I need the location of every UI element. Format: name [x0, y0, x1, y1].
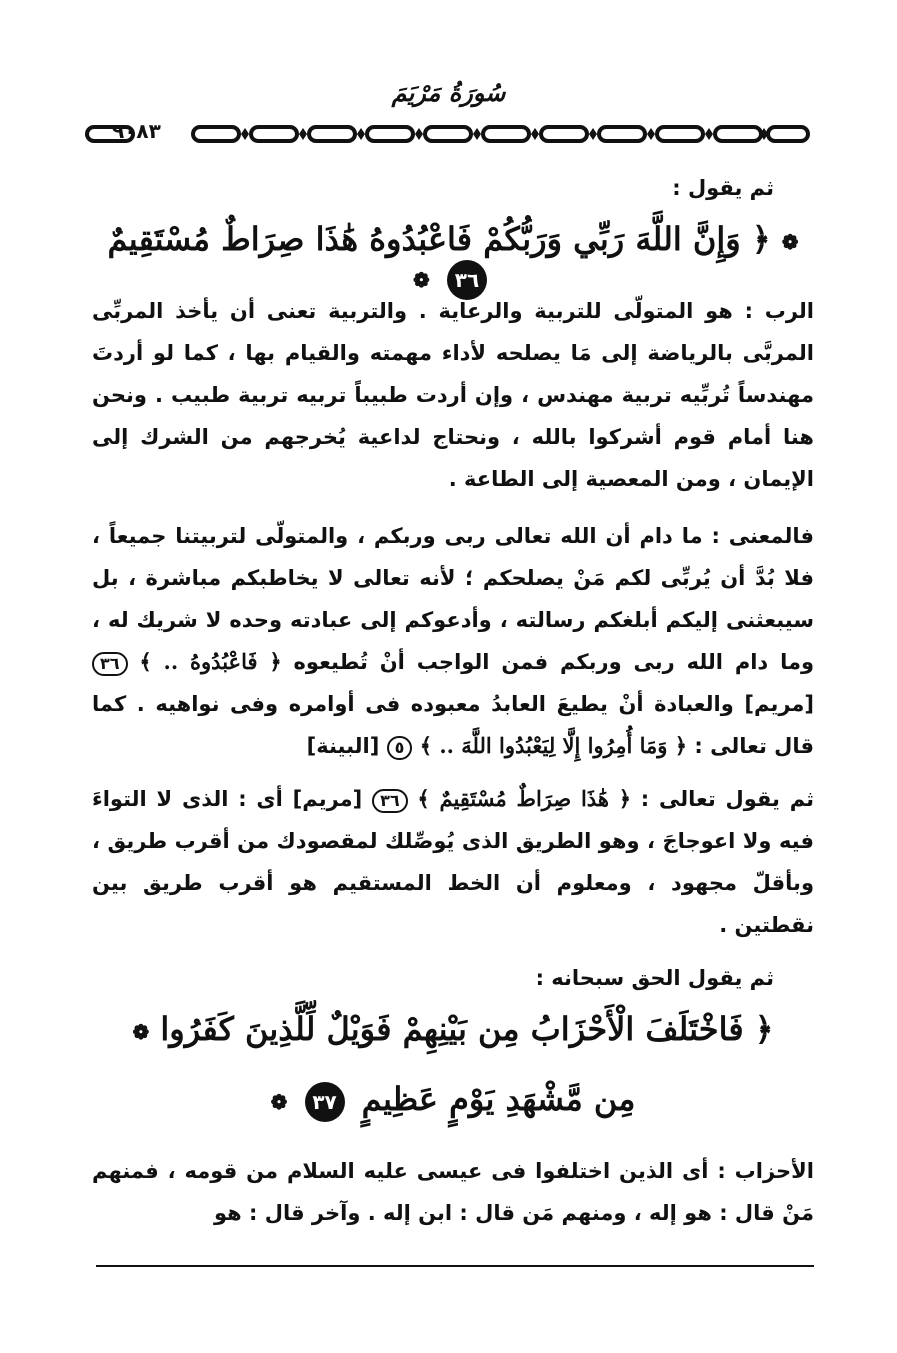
quote-wama-umiru: ﴿ وَمَا أُمِرُوا إِلَّا لِيَعْبُدُوا اللَّهَ .. ﴾ [419, 733, 688, 758]
quran-verse-37-line1 [92, 1010, 814, 1048]
paragraph-start: فالمعنى : ما دام أن الله تعالى ربى وربكم ، والمتولّى لتربيتنا جميعاً ، فلا بُدَّ أن يُربِّى لكم مَنْ يصلحكم ؛ لأنه تعالى لا يخاطبكم مباشرة ، بل سيبعثنى إليكم أبلغكم رسالته ، وأدعوكم إلى عبادته وحده لا شريك له ، وما دام الله ربى وربكم فمن الواجب أنْ تُطيعوه [92, 524, 815, 674]
verse-ornament-left-icon: ❁ [270, 1089, 288, 1114]
ayah-number-badge: ٣٦ [447, 260, 487, 300]
paragraph-rabb [92, 290, 814, 500]
paragraph-text [92, 515, 814, 767]
quote-surah-ref: [مريم] [744, 692, 814, 716]
sura-title: سُورَةُ مَرْيَمَ [391, 78, 506, 107]
paragraph-meaning [92, 515, 814, 767]
paragraph-mid: والعبادة أنْ يطيعَ العابدُ معبوده فى أوامره وفى نواهيه . كما قال تعالى : [92, 692, 814, 758]
ayah-number-badge: ٣٧ [305, 1082, 345, 1122]
paragraph-ahzab [92, 1150, 814, 1234]
intro-text-1: ثم يقول : [672, 176, 774, 200]
quran-verse-36 [92, 220, 814, 300]
footer-rule [96, 1265, 814, 1267]
intro-text-2: ثم يقول الحق سبحانه : [535, 966, 774, 990]
paragraph-text: الأحزاب : أى الذين اختلفوا فى عيسى عليه السلام من قومه ، فمنهم مَنْ قال : هو إله ، ومنهم مَن قال : ابن إله . وآخر قال : هو [92, 1159, 814, 1225]
verse-text: ﴿ وَإِنَّ اللَّهَ رَبِّي وَرَبُّكُمْ فَاعْبُدُوهُ هَٰذَا صِرَاطٌ مُسْتَقِيمٌ [107, 220, 771, 258]
quote-ayah-number: ٣٦ [92, 652, 128, 676]
quote-surah-ref: [مريم] [292, 787, 363, 811]
header-ornament-band [85, 121, 812, 147]
quran-verse-37-line2 [92, 1080, 814, 1122]
verse-text: ﴿ فَاخْتَلَفَ الْأَحْزَابُ مِن بَيْنِهِمْ فَوَيْلٌ لِّلَّذِينَ كَفَرُوا [160, 1010, 774, 1048]
verse-ornament-right-icon: ❁ [132, 1019, 150, 1044]
verse-ornament-right-icon: ❁ [781, 229, 799, 254]
quote-ayah-number: ٥ [387, 736, 413, 760]
paragraph-text: الرب : هو المتولّى للتربية والرعاية . والتربية تعنى أن يأخذ المربِّى المربَّى بالرياضة إلى مَا يصلحه لأداء مهمته والقيام بها ، كما لو أردتَ مهندساً تُربِّيه تربية مهندس ، وإن أردت طبيباً تربيه تربية طبيب . ونحن هنا أمام قوم أشركوا بالله ، ونحتاج لداعية يُخرجهم من الشرك إلى الإيمان ، ومن المعصية إلى الطاعة . [92, 299, 814, 491]
paragraph-rest: أى : الذى لا التواءَ فيه ولا اعوجاجَ ، وهو الطريق الذى يُوصِّلك لمقصودك من أقرب طريق ، وبأقلّ مجهود ، ومعلوم أن الخط المستقيم هو أقرب طريق بين نقطتين . [92, 787, 814, 937]
verse-text: مِن مَّشْهَدِ يَوْمٍ عَظِيمٍ [361, 1080, 636, 1118]
quote-faabuduh: ﴿ فَاعْبُدُوهُ .. ﴾ [139, 649, 282, 674]
verse-ornament-left-icon: ❁ [413, 267, 430, 292]
paragraph-sirat [92, 778, 814, 946]
quote-surah-ref: [البينة] [306, 734, 380, 758]
paragraph-text [92, 778, 814, 946]
page-number: ٩٠٨٣ [112, 119, 161, 143]
quote-hadha-sirat: ﴿ هَٰذَا صِرَاطٌ مُسْتَقِيمٌ ﴾ [417, 786, 631, 811]
paragraph-start: ثم يقول تعالى : [640, 787, 815, 811]
quote-ayah-number: ٣٦ [372, 789, 408, 813]
